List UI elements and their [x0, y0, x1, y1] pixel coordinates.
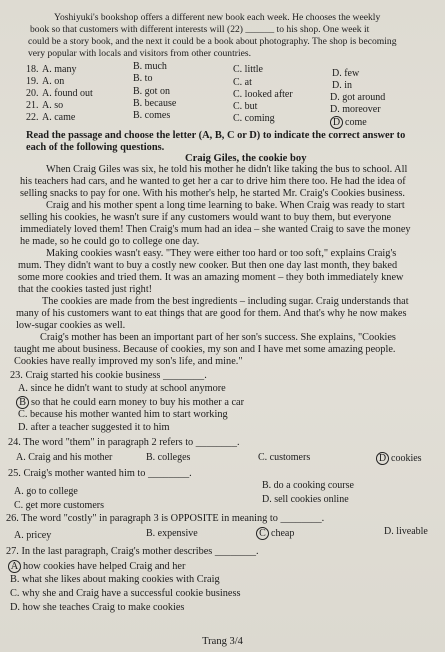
- option-num: 22.: [26, 112, 39, 123]
- question-25-stem: 25. Craig's mother wanted him to ________.: [8, 468, 192, 479]
- option-a: A. on: [42, 76, 65, 87]
- option-b: B. because: [133, 98, 177, 109]
- circled-answer-mark: C: [256, 527, 269, 540]
- question-27-option-b: B. what she likes about making cookies with Craig: [10, 574, 220, 585]
- page-number: Trang 3/4: [202, 636, 243, 647]
- passage-line: immediately loved them! Then Craig's mum had an idea – she wanted Craig to save the money: [20, 224, 411, 235]
- passage-line: Cookies have really improved my son's life, and mine.": [14, 356, 243, 367]
- question-25-option-d: D. sell cookies online: [262, 494, 349, 505]
- passage-line: mum. They didn't want to buy a costly new cooker. But then one day last month, they baked: [18, 260, 398, 271]
- option-b: B. got on: [133, 86, 170, 97]
- circled-answer-mark: D: [376, 452, 389, 465]
- option-d-text: come: [345, 117, 367, 128]
- passage-line: Craig's mother has been an important part of her son's success. She explains, "Cookies: [40, 332, 396, 343]
- option-c: C. but: [233, 101, 258, 112]
- question-27-option-d: D. how she teaches Craig to make cookies: [10, 602, 185, 613]
- question-23-stem: 23. Craig started his cookie business ________.: [10, 370, 207, 381]
- reading-instruction-2: each of the following questions.: [26, 142, 165, 153]
- passage-line: selling snacks to pay for one. With his mother's help, he started Mr. Craig's Cookies business.: [20, 188, 405, 199]
- passage-line: his teachers had cars, and he wanted to get her a car to drive him there too. He had the idea of: [20, 176, 406, 187]
- option-d: D. moreover: [330, 104, 381, 115]
- question-24-option-c: C. customers: [258, 452, 311, 463]
- passage-line: Craig and his mother spent a long time learning to bake. When Craig was ready to start: [46, 200, 405, 211]
- question-25-option-c: C. get more customers: [14, 500, 104, 511]
- passage-line: some more cookies and tried them. It was an amazing moment – they both immediately knew: [18, 272, 404, 283]
- question-23-option-d: D. after a teacher suggested it to him: [18, 422, 170, 433]
- question-27-option-a: A how cookies have helped Craig and her: [8, 560, 185, 573]
- question-26-option-b: B. expensive: [146, 528, 198, 539]
- reading-instruction-1: Read the passage and choose the letter (A, B, C or D) to indicate the correct answer to: [26, 130, 406, 141]
- passage-line: that the cookies tasted just right!: [18, 284, 153, 295]
- passage-line: When Craig Giles was six, he told his mother he didn't like taking the bus to school. All: [46, 164, 408, 175]
- option-num: 20.: [26, 88, 39, 99]
- option-num: 18.: [26, 64, 39, 75]
- question-26-stem: 26. The word "costly" in paragraph 3 is OPPOSITE in meaning to ________.: [6, 513, 325, 524]
- option-a: A. so: [42, 100, 64, 111]
- option-d: D. in: [332, 80, 352, 91]
- circled-answer-mark: A: [8, 560, 21, 573]
- question-23-option-b: B so that he could earn money to buy his mother a car: [16, 396, 244, 409]
- option-b: B. to: [133, 73, 153, 84]
- question-23-option-a: A. since he didn't want to study at school anymore: [18, 383, 226, 394]
- option-b: B. comes: [133, 110, 171, 121]
- question-27-option-c: C. why she and Craig have a successful cookie business: [10, 588, 241, 599]
- passage-line: he made, so he could go to college one day.: [20, 236, 200, 247]
- option-a: A. came: [42, 112, 76, 123]
- question-24-option-d: D cookies: [376, 452, 422, 465]
- option-d: D. few: [332, 68, 360, 79]
- question-23-option-c: C. because his mother wanted him to start working: [18, 409, 228, 420]
- passage-line: The cookies are made from the best ingredients – including sugar. Craig understands that: [42, 296, 409, 307]
- option-a: A. many: [42, 64, 77, 75]
- passage-line: selling his cookies, he wasn't sure if any customers would want to buy them, but everyone: [20, 212, 392, 223]
- cloze-line-3: could be a story book, and the next it could be a book about photography. The shop is becoming: [28, 36, 397, 47]
- question-24-option-b: B. colleges: [146, 452, 191, 463]
- circled-answer-mark: D: [330, 116, 343, 129]
- question-26-option-d: D. liveable: [384, 526, 428, 537]
- question-24-stem: 24. The word "them" in paragraph 2 refers to ________.: [8, 437, 240, 448]
- passage-line: low-sugar cookies as well.: [16, 320, 126, 331]
- option-a: A. found out: [42, 88, 93, 99]
- question-25-option-b: B. do a cooking course: [262, 480, 354, 491]
- passage-title: Craig Giles, the cookie boy: [185, 153, 307, 164]
- passage-line: Making cookies wasn't easy. "They were either too hard or too soft," explains Craig's: [46, 248, 397, 259]
- option-c: C. at: [233, 77, 252, 88]
- question-25-option-a: A. go to college: [14, 486, 78, 497]
- passage-line: taught me about business. Because of cookies, my son and I have met some amazing people.: [14, 344, 396, 355]
- question-26-option-a: A. pricey: [14, 530, 52, 541]
- option-num: 21.: [26, 100, 39, 111]
- passage-line: many of his customers want to eat things that are good for them. And that's why he now makes: [16, 308, 407, 319]
- option-d-circled: [330, 116, 367, 129]
- circled-answer-mark: B: [16, 396, 29, 409]
- option-b: B. much: [133, 61, 167, 72]
- option-c: C. coming: [233, 113, 275, 124]
- option-d: D. got around: [330, 92, 386, 103]
- question-24-option-a: A. Craig and his mother: [16, 452, 113, 463]
- option-num: 19.: [26, 76, 39, 87]
- question-27-stem: 27. In the last paragraph, Craig's mother describes ________.: [6, 546, 259, 557]
- question-26-option-c: C cheap: [256, 527, 294, 540]
- cloze-line-1: Yoshiyuki's bookshop offers a different new book each week. He chooses the weekly: [54, 12, 381, 23]
- cloze-line-2: book so that customers with different interests will (22) ______ to his shop. One week it: [30, 24, 370, 35]
- cloze-line-4: very popular with locals and visitors from other countries.: [28, 48, 252, 59]
- option-c: C. looked after: [233, 89, 293, 100]
- option-c: C. little: [233, 64, 263, 75]
